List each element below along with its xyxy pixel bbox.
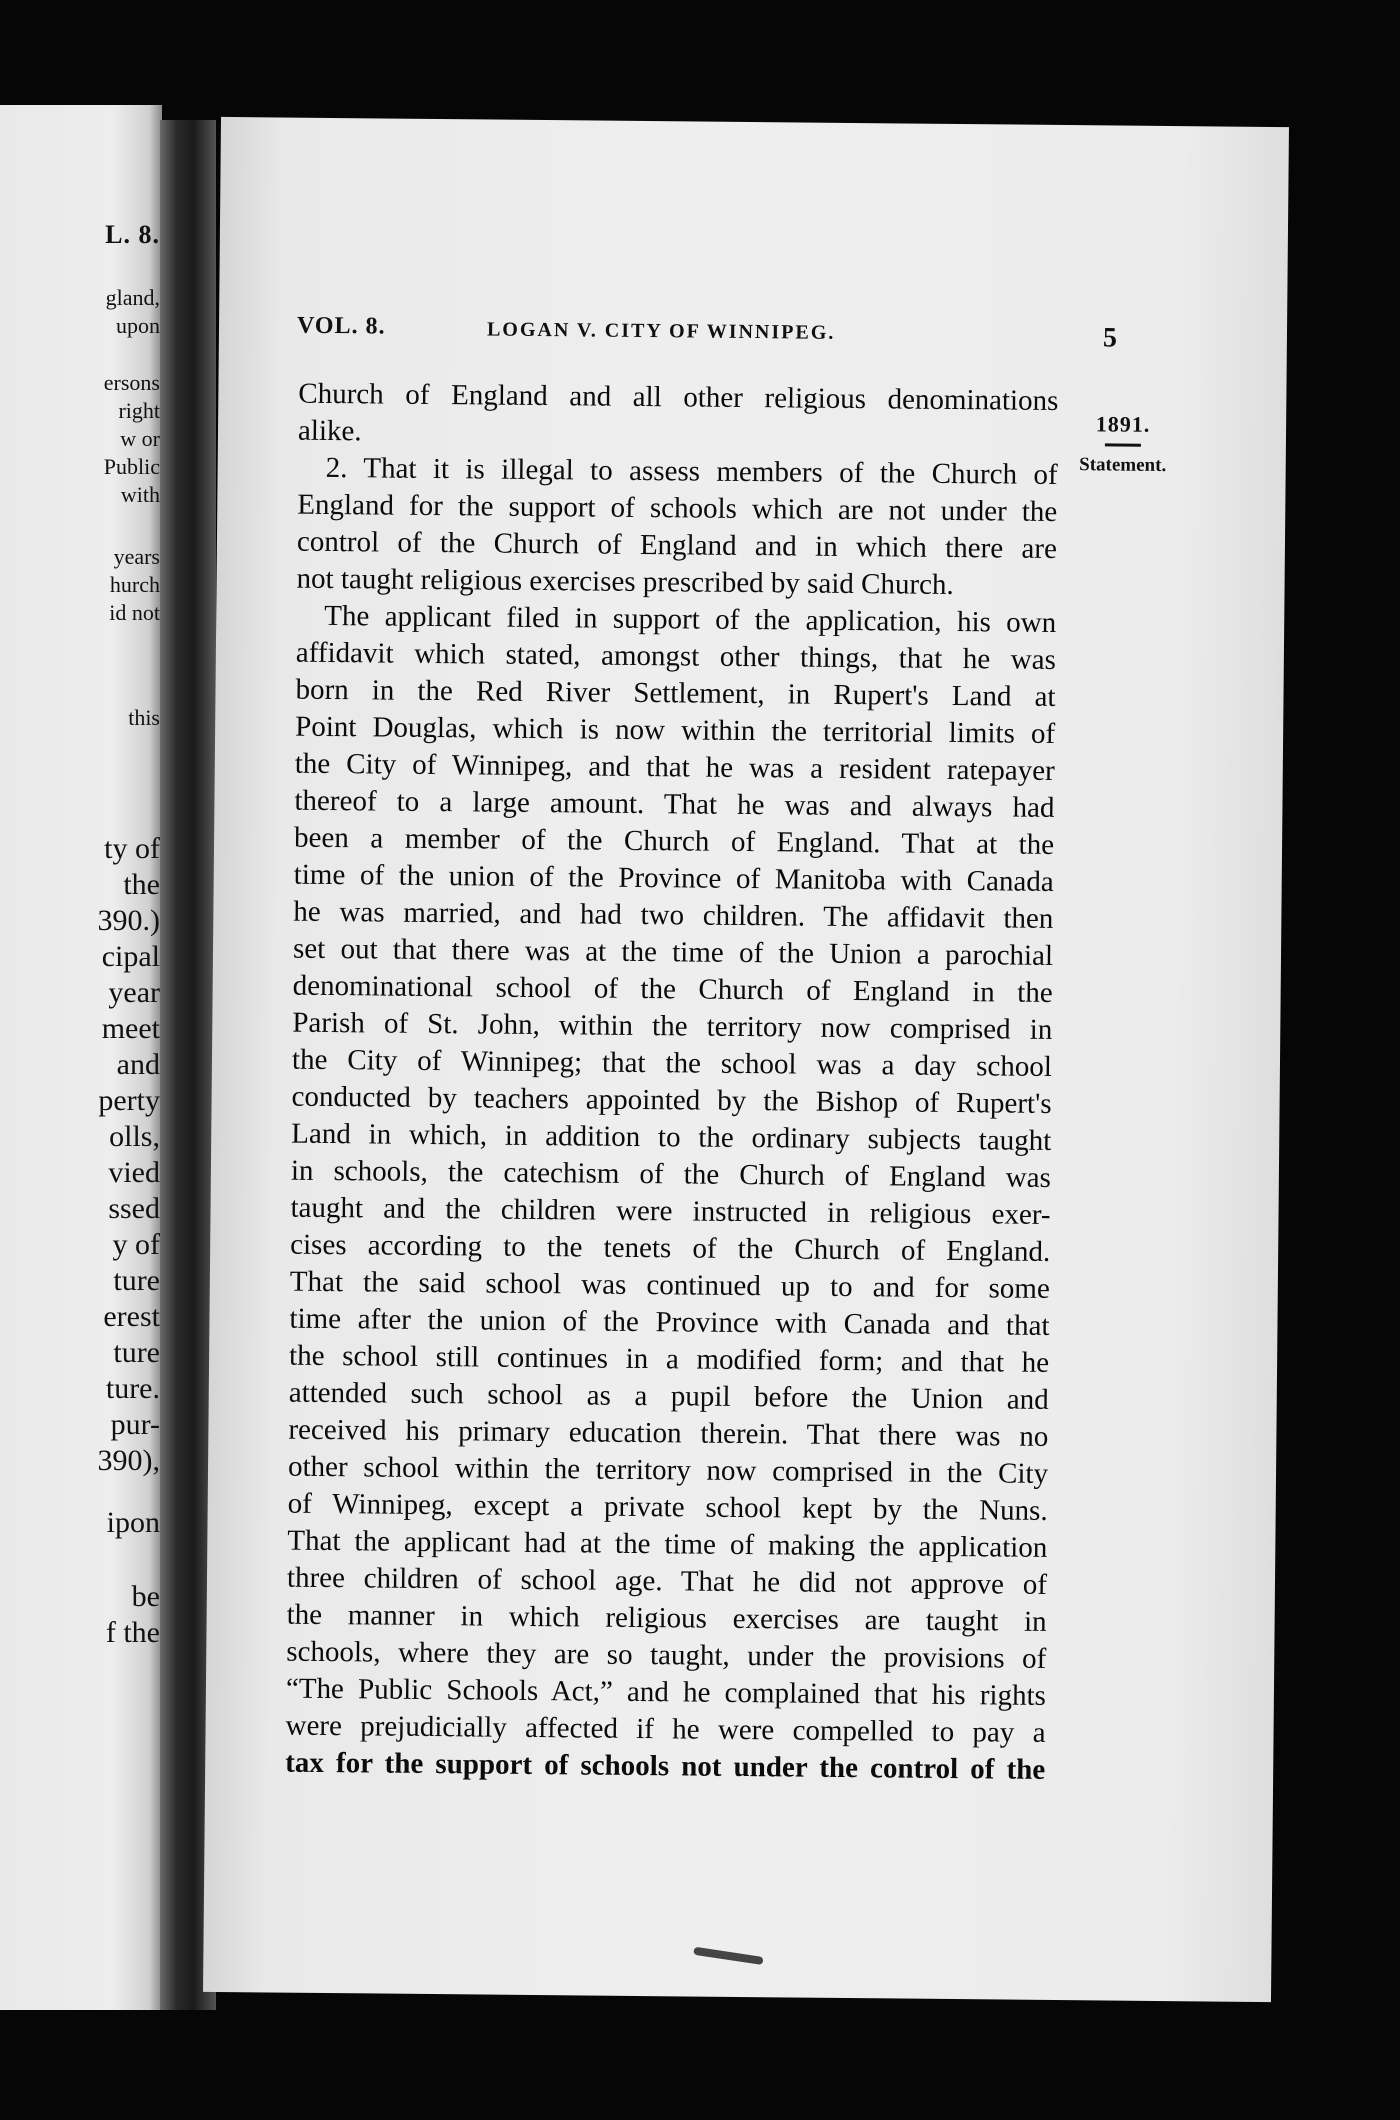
body-line: control of the Church of England and in which there are (296, 525, 1058, 565)
body-line: received his primary education therein. That there was no (288, 1413, 1049, 1453)
left-page-line: this (128, 705, 160, 730)
left-page-line: ty of (104, 832, 160, 865)
left-page-line: years (113, 544, 160, 569)
margin-year: 1891. (1095, 411, 1151, 437)
body-line: the manner in which religious exercises are taught in (286, 1598, 1047, 1638)
left-page-line: the (123, 868, 160, 901)
left-page-line: w or (120, 426, 160, 451)
left-page-line: ssed (108, 1192, 160, 1225)
body-line: the City of Winnipeg; that the school was a day school (291, 1043, 1053, 1083)
left-page-line: erest (103, 1300, 160, 1333)
volume-label: VOL. 8. (296, 312, 386, 340)
body-line: cises according to the tenets of the Church of England. (290, 1228, 1051, 1268)
left-page-line: vied (108, 1156, 160, 1189)
left-page-line: perty (98, 1084, 160, 1117)
body-line: 2. That it is illegal to assess members of the Church of (325, 451, 1058, 491)
body-line: not taught religious exercises prescribed by said Church. (296, 562, 954, 601)
body-line: conducted by teachers appointed by the Bishop of Rupert's (291, 1080, 1052, 1120)
body-line: schools, where they are so taught, under the provisions of (286, 1635, 1047, 1675)
body-line: he was married, and had two children. The affidavit then (293, 895, 1054, 935)
body-line: Parish of St. John, within the territory now comprised in (292, 1006, 1053, 1046)
left-page-line: pur- (110, 1408, 160, 1441)
body-line: attended such school as a pupil before the Union and (288, 1376, 1049, 1416)
left-page-line: and (116, 1048, 160, 1081)
case-title: LOGAN V. CITY OF WINNIPEG. (486, 318, 836, 344)
body-line: the City of Winnipeg, and that he was a resident ratepayer (294, 747, 1055, 787)
running-head (297, 313, 1117, 361)
page-number: 5 (1102, 322, 1118, 354)
left-page-line: ture (113, 1336, 160, 1369)
left-page-line: f the (105, 1616, 160, 1649)
body-line: Church of England and all other religious denominations (298, 377, 1059, 417)
left-page-line: cipal (101, 940, 160, 973)
body-line: other school within the territory now comprised in the City (287, 1450, 1049, 1490)
left-page-line: ipon (106, 1506, 160, 1539)
left-page-line: meet (101, 1012, 160, 1045)
left-page-line: 390.) (97, 904, 160, 937)
left-facing-page-fragment (0, 105, 162, 2010)
body-line: England for the support of schools which are not under the (297, 488, 1058, 528)
body-line: affidavit which stated, amongst other things, that he was (295, 636, 1057, 676)
left-page-line: upon (116, 313, 160, 338)
body-line: Land in which, in addition to the ordinary subjects taught (291, 1117, 1052, 1157)
body-line: “The Public Schools Act,” and he complained that his rights (285, 1672, 1047, 1712)
body-line: tax for the support of schools not under the control of the (285, 1746, 1046, 1786)
left-page-line: ture (113, 1264, 160, 1297)
left-page-line: with (120, 482, 160, 507)
body-line: thereof to a large amount. That he was and always had (294, 784, 1055, 824)
left-page-line: hurch (109, 572, 160, 597)
left-page-line: right (118, 398, 160, 423)
ink-smudge (693, 1947, 763, 1965)
body-line: alike. (297, 414, 362, 448)
left-page-line: be (131, 1580, 160, 1613)
left-page-line: y of (112, 1228, 160, 1261)
left-page-line: ture. (105, 1372, 160, 1405)
left-page-line: Public (103, 454, 160, 479)
body-line: That the applicant had at the time of making the application (287, 1524, 1048, 1564)
body-line: The applicant filed in support of the application, his own (324, 599, 1057, 639)
body-line: born in the Red River Settlement, in Rupert's Land at (295, 673, 1056, 713)
body-line: time after the union of the Province with Canada and that (289, 1302, 1050, 1342)
body-line: set out that there was at the time of the Union a parochial (292, 932, 1054, 972)
body-text (285, 376, 1058, 1789)
body-line: three children of school age. That he did not approve of (286, 1561, 1048, 1601)
body-line: been a member of the Church of England. That at the (293, 821, 1055, 861)
body-line: denominational school of the Church of England in the (292, 969, 1053, 1009)
body-line: taught and the children were instructed in religious exer- (290, 1191, 1051, 1231)
body-line: Point Douglas, which is now within the territorial limits of (295, 710, 1056, 750)
margin-statement-label: Statement. (1079, 454, 1167, 477)
left-page-line: 390), (97, 1444, 160, 1477)
body-line: That the said school was continued up to and for some (289, 1265, 1050, 1305)
left-page-line: olls, (109, 1120, 160, 1153)
right-page (203, 117, 1289, 2002)
body-line: of Winnipeg, except a private school kept by the Nuns. (287, 1487, 1048, 1527)
left-page-line: ersons (103, 370, 160, 395)
body-line: were prejudicially affected if he were compelled to pay a (285, 1709, 1046, 1749)
body-line: in schools, the catechism of the Church of England was (290, 1154, 1052, 1194)
margin-note (1063, 411, 1184, 477)
margin-rule (1105, 443, 1141, 446)
left-page-line: gland, (105, 285, 160, 310)
left-page-line: L. 8. (105, 220, 160, 249)
body-line: the school still continues in a modified form; and that he (288, 1339, 1050, 1379)
left-page-line: year (108, 976, 160, 1009)
body-line: time of the union of the Province of Manitoba with Canada (293, 858, 1054, 898)
left-page-line: id not (109, 600, 160, 625)
